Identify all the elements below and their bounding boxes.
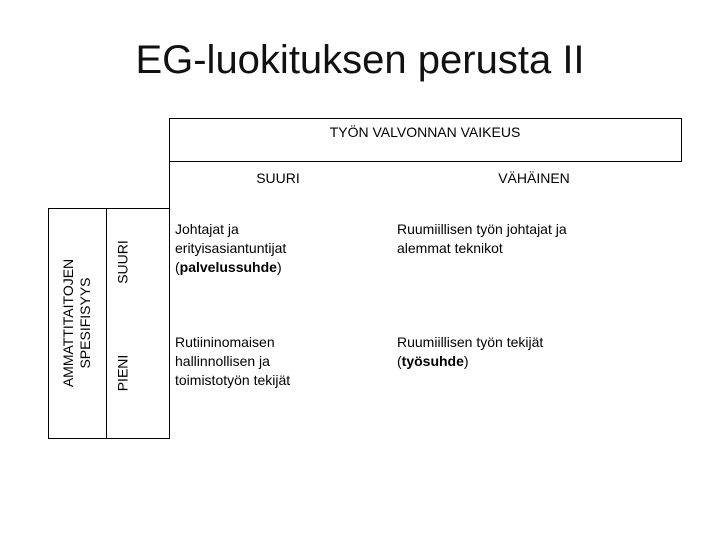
cell-r1c2 <box>397 220 677 258</box>
row-header-pieni: PIENI <box>114 354 131 392</box>
cell-r2c2-line2-suffix: ) <box>463 353 469 369</box>
cell-r1c2-line1: Ruumiillisen työn johtajat ja <box>397 221 567 237</box>
row-group-label <box>60 259 94 387</box>
col-header-suuri: SUURI <box>256 170 300 186</box>
top-header-label: TYÖN VALVONNAN VAIKEUS <box>329 124 521 140</box>
cell-r1c1-line3-suffix: ) <box>276 259 282 275</box>
cell-r1c2-line2: alemmat teknikot <box>397 240 503 256</box>
table-bottom-border <box>48 438 169 439</box>
table-right-border <box>681 118 682 162</box>
row-group-label-line1: AMMATTITAITOJEN <box>60 258 76 388</box>
table-left-border <box>48 208 49 439</box>
row-header-suuri: SUURI <box>114 240 131 284</box>
table-header-divider <box>169 161 681 162</box>
cell-r1c1-line2: erityisasiantuntijat <box>175 240 287 256</box>
cell-r2c2 <box>397 333 677 371</box>
row-group-label-line2: SPESIFISYYS <box>77 277 93 369</box>
cell-r1c1-line3-prefix: ( <box>175 259 180 275</box>
cell-r2c2-line1: Ruumiillisen työn tekijät <box>397 334 544 350</box>
cell-r2c2-line2-prefix: ( <box>397 353 402 369</box>
col-header-vahainen: VÄHÄINEN <box>498 170 570 186</box>
page-title: EG-luokituksen perusta II <box>135 38 585 82</box>
cell-r1c1-line1: Johtajat ja <box>175 221 239 237</box>
cell-r2c2-line2-bold: työsuhde <box>401 353 464 369</box>
table-row-header-divider <box>106 208 107 439</box>
cell-r1c1 <box>175 220 380 277</box>
cell-r2c1 <box>175 333 380 390</box>
cell-r2c1-line2: hallinnollisen ja <box>175 353 270 369</box>
table-top-border <box>169 118 681 119</box>
table-inner-left-border <box>169 118 170 439</box>
cell-r1c1-line3-bold: palvelussuhde <box>179 259 277 275</box>
cell-r2c1-line3: toimistotyön tekijät <box>175 372 291 388</box>
cell-r2c1-line1: Rutiininomaisen <box>175 334 275 350</box>
table-left-top-border <box>48 208 169 209</box>
